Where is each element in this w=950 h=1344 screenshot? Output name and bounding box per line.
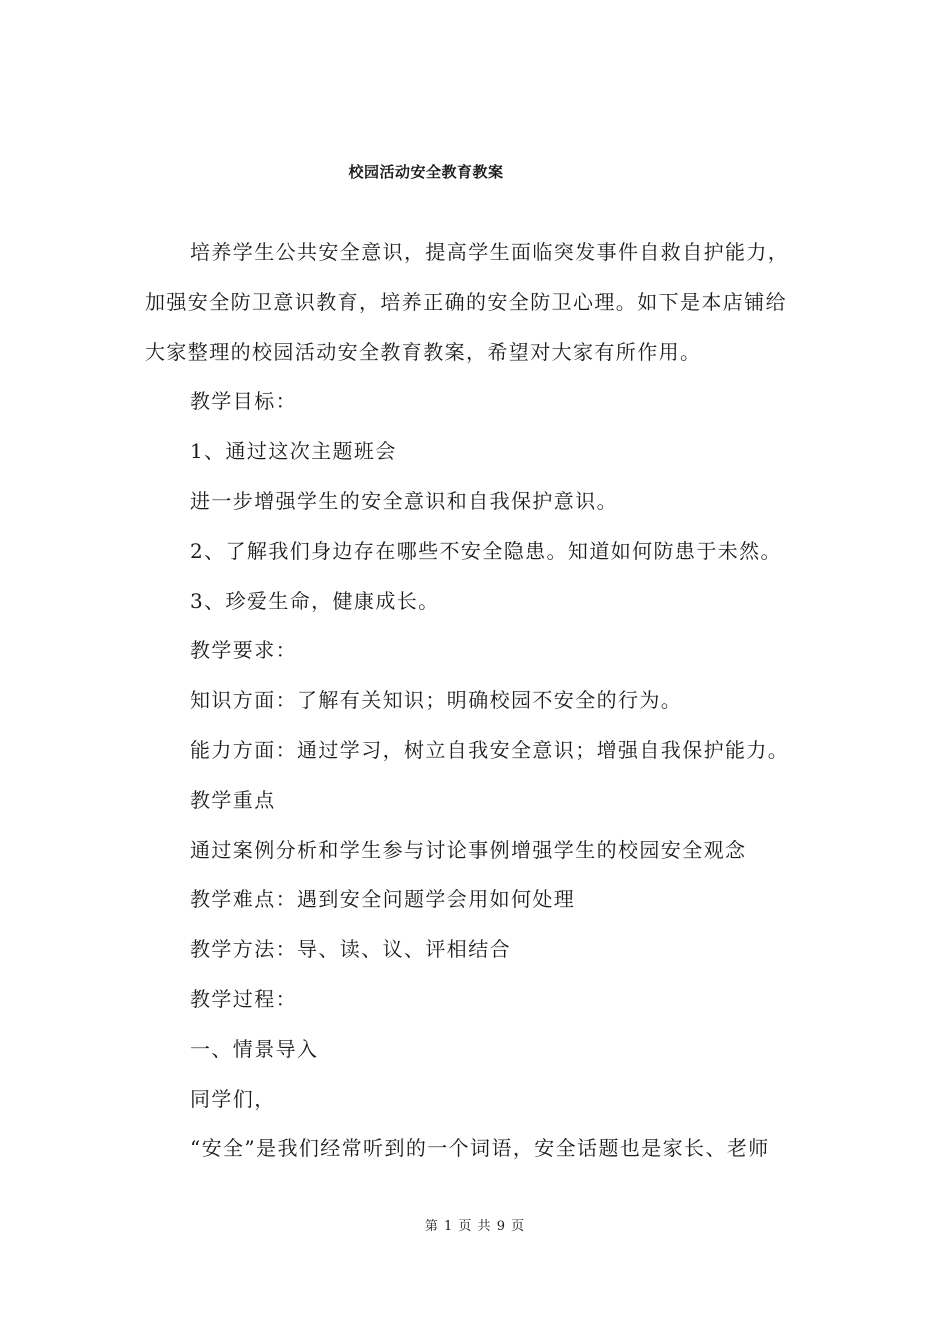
teaching-method: 教学方法：导、读、议、评相结合 <box>190 937 511 962</box>
section-scenario-intro: 一、情景导入 <box>190 1036 319 1061</box>
document-title: 校园活动安全教育教案 <box>348 163 504 181</box>
heading-teaching-requirements: 教学要求： <box>190 638 297 663</box>
page-footer: 第 1 页 共 9 页 <box>424 1219 526 1234</box>
goal-item-2: 2、了解我们身边存在哪些不安全隐患。知道如何防患于未然。 <box>190 538 782 563</box>
goal-item-1: 1、通过这次主题班会 <box>190 439 397 464</box>
paragraph-intro-line-2: 加强安全防卫意识教育，培养正确的安全防卫心理。如下是本店铺给 <box>145 289 787 314</box>
paragraph-intro-line-1: 培养学生公共安全意识，提高学生面临突发事件自救自护能力， <box>190 240 790 264</box>
requirement-knowledge: 知识方面：了解有关知识；明确校园不安全的行为。 <box>190 688 683 713</box>
teaching-difficulty: 教学难点：遇到安全问题学会用如何处理 <box>190 887 576 912</box>
safety-intro-line: “安全”是我们经常听到的一个词语，安全话题也是家长、老师 <box>190 1136 770 1161</box>
teaching-focus-text: 通过案例分析和学生参与讨论事例增强学生的校园安全观念 <box>190 837 747 862</box>
requirement-ability: 能力方面：通过学习，树立自我安全意识；增强自我保护能力。 <box>190 737 790 762</box>
paragraph-intro-line-3: 大家整理的校园活动安全教育教案，希望对大家有所作用。 <box>145 339 702 364</box>
heading-teaching-goals: 教学目标： <box>190 389 297 414</box>
goal-item-3: 3、珍爱生命，健康成长。 <box>190 588 440 613</box>
goal-item-1-detail: 进一步增强学生的安全意识和自我保护意识。 <box>190 488 618 513</box>
heading-teaching-focus: 教学重点 <box>190 787 276 812</box>
greeting-line: 同学们， <box>190 1086 276 1111</box>
heading-teaching-process: 教学过程： <box>190 986 297 1011</box>
document-body <box>145 228 815 1174</box>
